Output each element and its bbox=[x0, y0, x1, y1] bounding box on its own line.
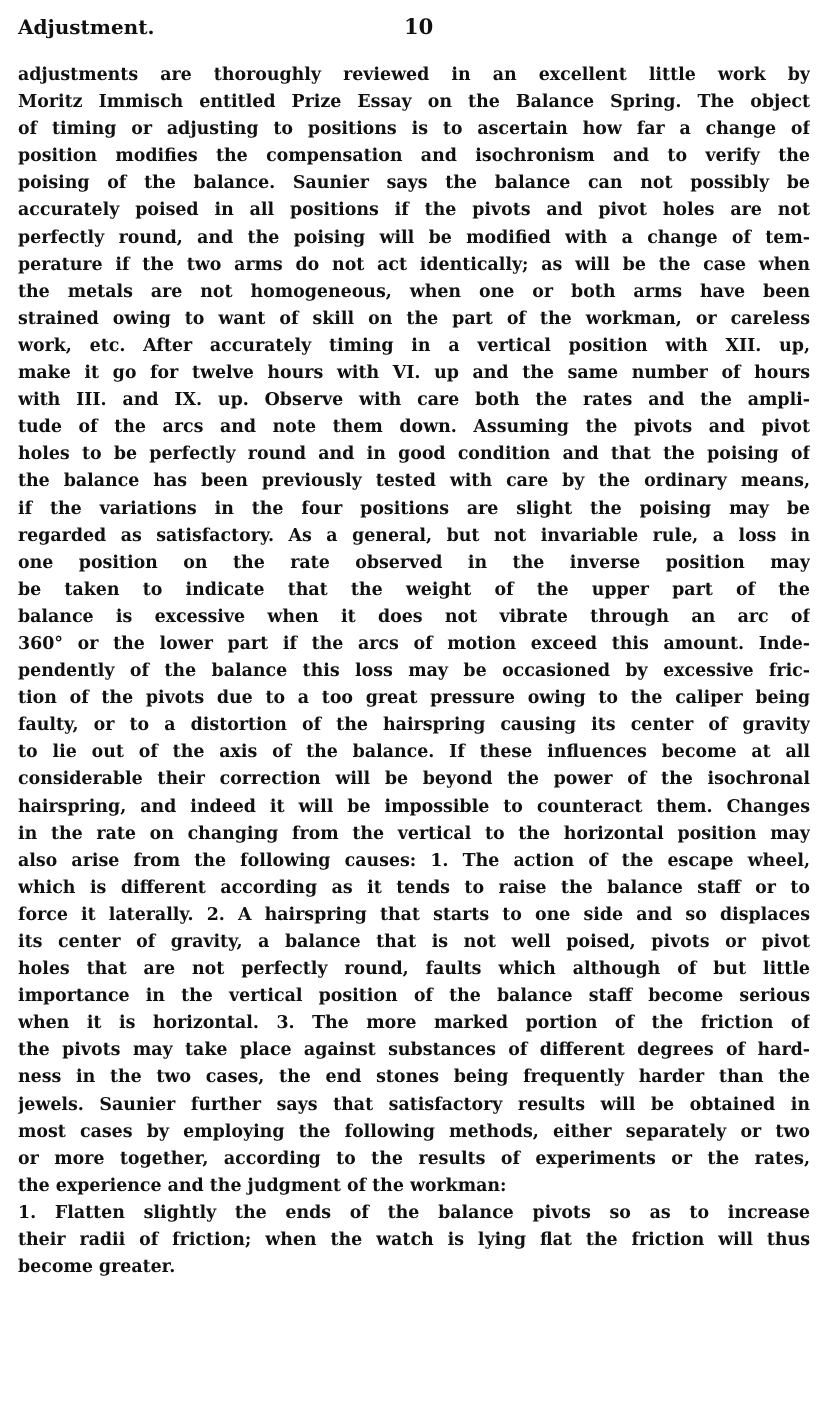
text-line: be taken to indicate that the weight of the upper part of the bbox=[18, 579, 810, 600]
text-line: with III. and IX. up. Observe with care both the rates and the ampli- bbox=[18, 390, 810, 411]
text-line: regarded as satisfactory. As a general, but not invariable rule, a loss in bbox=[18, 525, 810, 546]
text-line: of timing or adjusting to positions is to ascertain how far a change of bbox=[18, 119, 810, 140]
text-line: tion of the pivots due to a too great pressure owing to the caliper being bbox=[18, 688, 810, 709]
text-line: when it is horizontal. 3. The more marked portion of the friction of bbox=[18, 1013, 810, 1034]
text-line: position modifies the compensation and isochronism and to verify the bbox=[18, 146, 810, 167]
text-line: which is different according as it tends to raise the balance staff or to bbox=[18, 877, 810, 898]
text-line: the balance has been previously tested with care by the ordinary means, bbox=[18, 471, 810, 492]
text-line: faulty, or to a distortion of the hairspring causing its center of gravity bbox=[18, 715, 810, 736]
text-line: perfectly round, and the poising will be modified with a change of tem- bbox=[18, 227, 810, 248]
text-line: its center of gravity, a balance that is not well poised, pivots or pivot bbox=[18, 932, 810, 952]
text-line: holes that are not perfectly round, faults which although of but little bbox=[18, 959, 810, 980]
text-line: the pivots may take place against substances of different degrees of hard- bbox=[18, 1040, 810, 1061]
text-line: 360° or the lower part if the arcs of motion exceed this amount. Inde- bbox=[18, 633, 810, 654]
text-line: tude of the arcs and note them down. Assuming the pivots and pivot bbox=[18, 417, 810, 438]
text-line: jewels. Saunier further says that satisfactory results will be obtained in bbox=[18, 1094, 810, 1115]
text-line: Moritz Immisch entitled Prize Essay on the Balance Spring. The object bbox=[18, 92, 810, 113]
text-line: the metals are not homogeneous, when one or both arms have been bbox=[18, 281, 810, 302]
text-line: holes to be perfectly round and in good condition and that the poising of bbox=[18, 444, 810, 465]
text-line: force it laterally. 2. A hairspring that starts to one side and so displaces bbox=[18, 904, 810, 925]
text-line: become greater. bbox=[18, 1257, 176, 1278]
text-line: make it go for twelve hours with VI. up and the same number of hours bbox=[18, 363, 810, 384]
text-line: perature if the two arms do not act identically; as will be the case when bbox=[18, 254, 810, 275]
text-line: 1. Flatten slightly the ends of the balance pivots so as to increase bbox=[18, 1202, 810, 1223]
text-line: or more together, according to the results of experiments or the rates, bbox=[18, 1148, 810, 1169]
text-line: if the variations in the four positions are slight the poising may be bbox=[18, 498, 810, 519]
text-line: also arise from the following causes: 1. The action of the escape wheel, bbox=[18, 850, 810, 871]
text-line: in the rate on changing from the vertical to the horizontal position may bbox=[18, 823, 810, 844]
text-line: hairspring, and indeed it will be impossible to counteract them. Changes bbox=[18, 796, 810, 817]
text-line: one position on the rate observed in the inverse position may bbox=[18, 552, 810, 573]
text-line: adjustments are thoroughly reviewed in an excellent little work by bbox=[18, 65, 810, 85]
text-line: the experience and the judgment of the workman: bbox=[18, 1175, 507, 1196]
page-number: 10 bbox=[404, 14, 434, 39]
text-line: strained owing to want of skill on the part of the workman, or careless bbox=[18, 308, 810, 329]
text-line: their radii of friction; when the watch is lying flat the friction will thus bbox=[18, 1230, 810, 1251]
text-line: most cases by employing the following methods, either separately or two bbox=[18, 1121, 810, 1142]
text-line: importance in the vertical position of the balance staff become serious bbox=[18, 986, 810, 1007]
text-line: ness in the two cases, the end stones being frequently harder than the bbox=[18, 1067, 810, 1088]
body-text bbox=[18, 62, 810, 1281]
text-line: considerable their correction will be beyond the power of the isochronal bbox=[18, 769, 810, 790]
running-header bbox=[18, 12, 810, 42]
text-line: balance is excessive when it does not vibrate through an arc of bbox=[18, 606, 810, 627]
text-line: to lie out of the axis of the balance. If these influences become at all bbox=[18, 742, 810, 763]
text-line: accurately poised in all positions if the pivots and pivot holes are not bbox=[18, 200, 810, 221]
text-line: poising of the balance. Saunier says the balance can not possibly be bbox=[18, 173, 810, 194]
text-line: work, etc. After accurately timing in a vertical position with XII. up, bbox=[18, 335, 810, 356]
header-title: Adjustment. bbox=[18, 15, 155, 39]
text-line: pendently of the balance this loss may be occasioned by excessive fric- bbox=[18, 661, 810, 682]
